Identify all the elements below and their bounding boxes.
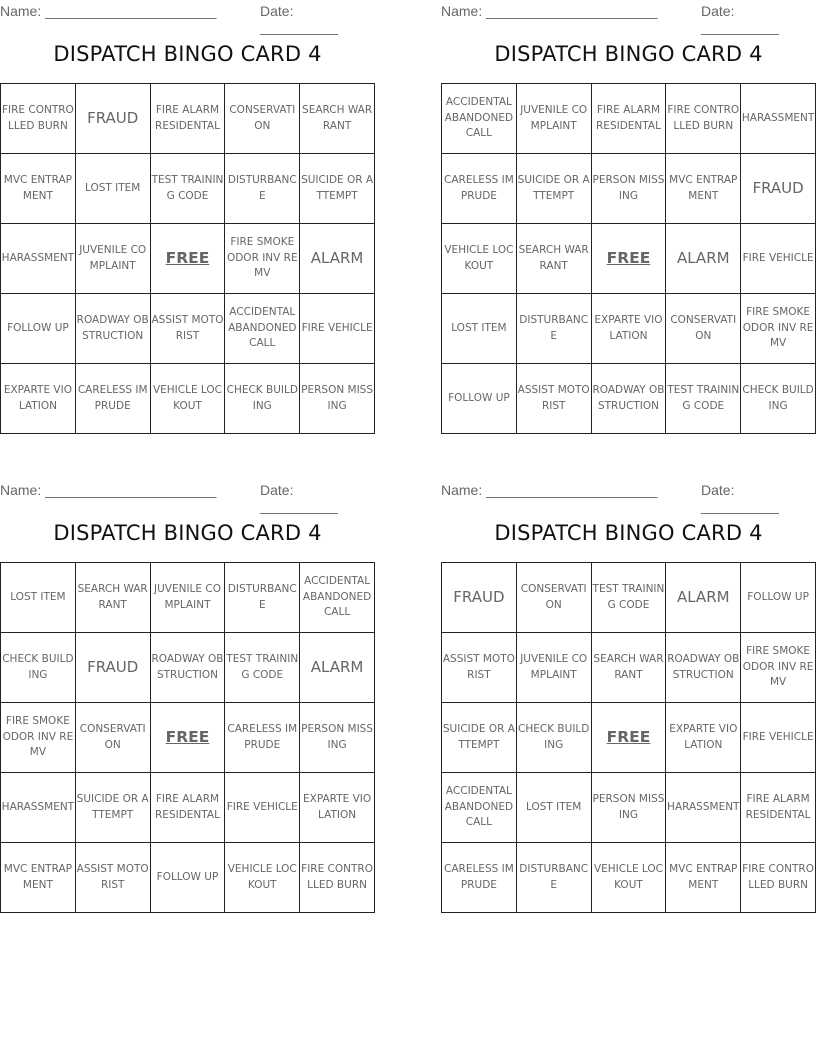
bingo-cell[interactable]: MVC ENTRAPMENT xyxy=(1,843,76,913)
bingo-cell[interactable]: FRAUD xyxy=(741,154,816,224)
bingo-cell[interactable]: FIRE CONTROLLED BURN xyxy=(1,84,76,154)
bingo-cell[interactable]: ALARM xyxy=(300,633,375,703)
bingo-cell[interactable]: FIRE SMOKE ODOR INV REMV xyxy=(1,703,76,773)
bingo-cell[interactable]: FIRE SMOKE ODOR INV REMV xyxy=(225,224,300,294)
card-title: DISPATCH BINGO CARD 4 xyxy=(53,42,322,66)
grid-row xyxy=(1,294,375,364)
bingo-cell[interactable]: CHECK BUILDING xyxy=(516,703,591,773)
grid-row xyxy=(442,703,816,773)
bingo-cell[interactable]: FIRE VEHICLE xyxy=(300,294,375,364)
grid-row xyxy=(442,563,816,633)
bingo-cell[interactable]: CHECK BUILDING xyxy=(741,364,816,434)
bingo-cell[interactable]: TEST TRAINING CODE xyxy=(225,633,300,703)
bingo-cell[interactable]: ACCIDENTAL ABANDONED CALL xyxy=(300,563,375,633)
bingo-cell[interactable]: FIRE ALARM RESIDENTAL xyxy=(591,84,666,154)
bingo-cell[interactable]: LOST ITEM xyxy=(75,154,150,224)
bingo-grid xyxy=(441,562,816,913)
bingo-cell[interactable]: MVC ENTRAPMENT xyxy=(1,154,76,224)
bingo-cell[interactable]: TEST TRAINING CODE xyxy=(591,563,666,633)
bingo-cell[interactable]: FIRE VEHICLE xyxy=(741,224,816,294)
grid-row xyxy=(442,633,816,703)
bingo-cell[interactable]: FRAUD xyxy=(442,563,517,633)
bingo-cell[interactable]: FIRE CONTROLLED BURN xyxy=(741,843,816,913)
bingo-cell[interactable]: VEHICLE LOCKOUT xyxy=(442,224,517,294)
bingo-cell[interactable]: ALARM xyxy=(300,224,375,294)
bingo-cell[interactable]: FIRE SMOKE ODOR INV REMV xyxy=(741,633,816,703)
bingo-cell[interactable]: PERSON MISSING xyxy=(591,154,666,224)
name-field[interactable]: Name: ______________________ xyxy=(441,3,658,19)
bingo-cell[interactable]: CONSERVATION xyxy=(516,563,591,633)
bingo-cell[interactable]: FIRE CONTROLLED BURN xyxy=(666,84,741,154)
bingo-cell[interactable]: PERSON MISSING xyxy=(300,703,375,773)
bingo-cell[interactable]: ASSIST MOTORIST xyxy=(442,633,517,703)
bingo-cell[interactable]: FIRE ALARM RESIDENTAL xyxy=(150,773,225,843)
bingo-cell[interactable]: FIRE ALARM RESIDENTAL xyxy=(741,773,816,843)
bingo-cell[interactable]: FIRE ALARM RESIDENTAL xyxy=(150,84,225,154)
bingo-cell[interactable]: HARASSMENT xyxy=(741,84,816,154)
bingo-cell[interactable]: MVC ENTRAPMENT xyxy=(666,843,741,913)
grid-row xyxy=(1,633,375,703)
bingo-cell[interactable]: EXPARTE VIOLATION xyxy=(666,703,741,773)
name-date-row xyxy=(0,479,375,514)
bingo-grid xyxy=(441,83,816,434)
bingo-cell[interactable]: ALARM xyxy=(666,563,741,633)
bingo-cell[interactable]: FRAUD xyxy=(75,633,150,703)
grid-row xyxy=(442,84,816,154)
date-field[interactable]: Date: __________ xyxy=(260,3,338,35)
grid-row xyxy=(1,84,375,154)
bingo-cell[interactable]: CARELESS IMPRUDE xyxy=(442,843,517,913)
bingo-cell[interactable]: FIRE CONTROLLED BURN xyxy=(300,843,375,913)
bingo-cell[interactable]: FOLLOW UP xyxy=(741,563,816,633)
bingo-cell[interactable]: HARASSMENT xyxy=(666,773,741,843)
bingo-cell[interactable]: HARASSMENT xyxy=(1,224,76,294)
bingo-cell[interactable]: TEST TRAINING CODE xyxy=(666,364,741,434)
bingo-cell[interactable]: ACCIDENTAL ABANDONED CALL xyxy=(442,84,517,154)
bingo-cell[interactable]: CHECK BUILDING xyxy=(225,364,300,434)
bingo-cell[interactable]: ALARM xyxy=(666,224,741,294)
bingo-cell[interactable]: ROADWAY OBSTRUCTION xyxy=(666,633,741,703)
bingo-cell[interactable]: TEST TRAINING CODE xyxy=(150,154,225,224)
name-date-row xyxy=(441,0,816,35)
bingo-cell[interactable]: SEARCH WARRANT xyxy=(75,563,150,633)
grid-row xyxy=(442,773,816,843)
bingo-cell[interactable]: DISTURBANCE xyxy=(516,843,591,913)
name-field[interactable]: Name: ______________________ xyxy=(441,482,658,498)
free-space-cell[interactable]: FREE xyxy=(150,703,225,773)
bingo-cell[interactable]: JUVENILE COMPLAINT xyxy=(75,224,150,294)
bingo-cell[interactable]: SEARCH WARRANT xyxy=(300,84,375,154)
card-title: DISPATCH BINGO CARD 4 xyxy=(53,521,322,545)
free-space-cell[interactable]: FREE xyxy=(591,224,666,294)
bingo-cell[interactable]: HARASSMENT xyxy=(1,773,76,843)
bingo-cell[interactable]: EXPARTE VIOLATION xyxy=(1,364,76,434)
bingo-cell[interactable]: SUICIDE OR ATTEMPT xyxy=(75,773,150,843)
name-date-row xyxy=(0,0,375,35)
bingo-cell[interactable]: ASSIST MOTORIST xyxy=(75,843,150,913)
bingo-cell[interactable]: EXPARTE VIOLATION xyxy=(591,294,666,364)
bingo-cell[interactable]: PERSON MISSING xyxy=(300,364,375,434)
bingo-cell[interactable]: SUICIDE OR ATTEMPT xyxy=(300,154,375,224)
bingo-cell[interactable]: VEHICLE LOCKOUT xyxy=(591,843,666,913)
bingo-cell[interactable]: CARELESS IMPRUDE xyxy=(75,364,150,434)
grid-row xyxy=(442,843,816,913)
bingo-cell[interactable]: CONSERVATION xyxy=(225,84,300,154)
grid-row xyxy=(1,773,375,843)
name-date-row xyxy=(441,479,816,514)
bingo-cell[interactable]: ASSIST MOTORIST xyxy=(150,294,225,364)
bingo-cell[interactable]: CHECK BUILDING xyxy=(1,633,76,703)
bingo-cell[interactable]: ACCIDENTAL ABANDONED CALL xyxy=(225,294,300,364)
grid-row xyxy=(1,154,375,224)
card-title: DISPATCH BINGO CARD 4 xyxy=(494,521,763,545)
bingo-cell[interactable]: DISTURBANCE xyxy=(225,154,300,224)
bingo-cell[interactable]: CARELESS IMPRUDE xyxy=(225,703,300,773)
bingo-cell[interactable]: LOST ITEM xyxy=(1,563,76,633)
bingo-cell[interactable]: JUVENILE COMPLAINT xyxy=(516,633,591,703)
bingo-cell[interactable]: LOST ITEM xyxy=(442,294,517,364)
bingo-cell[interactable]: FOLLOW UP xyxy=(1,294,76,364)
date-field[interactable]: Date: __________ xyxy=(701,482,779,514)
grid-row xyxy=(442,294,816,364)
grid-row xyxy=(442,364,816,434)
bingo-cell[interactable]: VEHICLE LOCKOUT xyxy=(150,364,225,434)
name-field[interactable]: Name: ______________________ xyxy=(0,482,217,498)
bingo-cell[interactable]: FOLLOW UP xyxy=(150,843,225,913)
date-field[interactable]: Date: __________ xyxy=(260,482,338,514)
bingo-cell[interactable]: ROADWAY OBSTRUCTION xyxy=(75,294,150,364)
free-space-cell[interactable]: FREE xyxy=(150,224,225,294)
grid-row xyxy=(442,154,816,224)
grid-row xyxy=(1,843,375,913)
bingo-cell[interactable]: CONSERVATION xyxy=(666,294,741,364)
name-field[interactable]: Name: ______________________ xyxy=(0,3,217,19)
free-space-cell[interactable]: FREE xyxy=(591,703,666,773)
bingo-cell[interactable]: DISTURBANCE xyxy=(516,294,591,364)
bingo-cell[interactable]: LOST ITEM xyxy=(516,773,591,843)
grid-row xyxy=(442,224,816,294)
bingo-cell[interactable]: PERSON MISSING xyxy=(591,773,666,843)
bingo-cell[interactable]: ASSIST MOTORIST xyxy=(516,364,591,434)
bingo-cell[interactable]: DISTURBANCE xyxy=(225,563,300,633)
card-title: DISPATCH BINGO CARD 4 xyxy=(494,42,763,66)
bingo-cell[interactable]: CARELESS IMPRUDE xyxy=(442,154,517,224)
grid-row xyxy=(1,703,375,773)
bingo-cell[interactable]: SEARCH WARRANT xyxy=(516,224,591,294)
bingo-grid xyxy=(0,83,375,434)
bingo-cell[interactable]: SUICIDE OR ATTEMPT xyxy=(442,703,517,773)
bingo-grid xyxy=(0,562,375,913)
bingo-cell[interactable]: FRAUD xyxy=(75,84,150,154)
date-field[interactable]: Date: __________ xyxy=(701,3,779,35)
bingo-cell[interactable]: ACCIDENTAL ABANDONED CALL xyxy=(442,773,517,843)
bingo-cell[interactable]: SEARCH WARRANT xyxy=(591,633,666,703)
bingo-cell[interactable]: CONSERVATION xyxy=(75,703,150,773)
bingo-cell[interactable]: ROADWAY OBSTRUCTION xyxy=(150,633,225,703)
grid-row xyxy=(1,364,375,434)
bingo-cell[interactable]: SUICIDE OR ATTEMPT xyxy=(516,154,591,224)
bingo-cell[interactable]: EXPARTE VIOLATION xyxy=(300,773,375,843)
grid-row xyxy=(1,563,375,633)
grid-row xyxy=(1,224,375,294)
bingo-cell[interactable]: JUVENILE COMPLAINT xyxy=(516,84,591,154)
bingo-cell[interactable]: ROADWAY OBSTRUCTION xyxy=(591,364,666,434)
bingo-cell[interactable]: MVC ENTRAPMENT xyxy=(666,154,741,224)
bingo-cell[interactable]: FIRE SMOKE ODOR INV REMV xyxy=(741,294,816,364)
bingo-cell[interactable]: JUVENILE COMPLAINT xyxy=(150,563,225,633)
bingo-cell[interactable]: FIRE VEHICLE xyxy=(225,773,300,843)
bingo-cell[interactable]: VEHICLE LOCKOUT xyxy=(225,843,300,913)
bingo-cell[interactable]: FIRE VEHICLE xyxy=(741,703,816,773)
bingo-cell[interactable]: FOLLOW UP xyxy=(442,364,517,434)
